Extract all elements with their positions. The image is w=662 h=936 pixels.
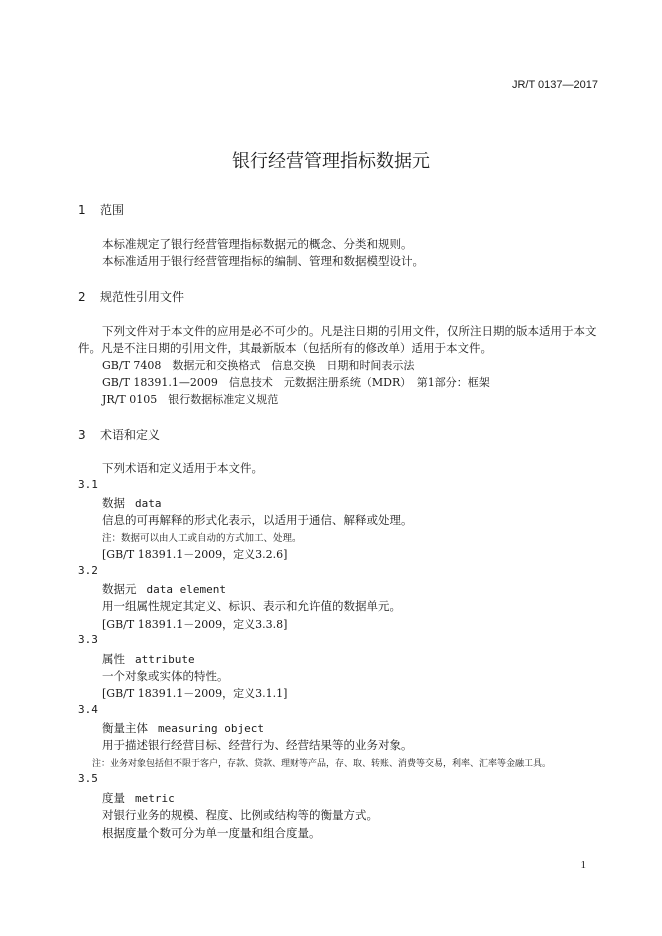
page-number: 1	[580, 859, 586, 871]
section-title: 规范性引用文件	[100, 290, 185, 304]
section-number: 1	[78, 203, 86, 217]
term-definition: 对银行业务的规模、程度、比例或结构等的衡量方式。	[102, 808, 378, 822]
term-name	[102, 790, 175, 806]
paragraph: 下列术语和定义适用于本文件。	[102, 461, 263, 475]
term-name-en: data element	[146, 583, 226, 596]
term-name-zh: 度量	[102, 791, 125, 805]
term-source: [GB/T 18391.1－2009，定义3.2.6]	[102, 548, 288, 561]
term-name-en: measuring object	[158, 722, 264, 735]
term-note: 注：数据可以由人工或自动的方式加工、处理。	[102, 533, 302, 544]
term-name-zh: 数据元	[102, 582, 137, 596]
term-name-en: metric	[135, 792, 175, 805]
term-number: 3.4	[78, 703, 98, 716]
term-name-zh: 属性	[102, 652, 125, 666]
section-title: 范围	[100, 203, 125, 217]
paragraph: 件。凡是不注日期的引用文件，其最新版本（包括所有的修改单）适用于本文件。	[78, 341, 492, 355]
paragraph: 下列文件对于本文件的应用是必不可少的。凡是注日期的引用文件，仅所注日期的版本适用于本文	[102, 324, 597, 338]
paragraph: 本标准规定了银行经营管理指标数据元的概念、分类和规则。	[102, 237, 413, 251]
section-number: 3	[78, 428, 86, 442]
reference-item: GB/T 7408 数据元和交换格式 信息交换 日期和时间表示法	[102, 359, 415, 372]
term-source: [GB/T 18391.1－2009，定义3.1.1]	[102, 687, 288, 700]
term-name	[102, 495, 162, 511]
term-name-zh: 衡量主体	[102, 721, 148, 735]
term-name-zh: 数据	[102, 496, 125, 510]
reference-item: GB/T 18391.1—2009 信息技术 元数据注册系统（MDR） 第1部分：框架	[102, 376, 490, 389]
term-definition: 信息的可再解释的形式化表示，以适用于通信、解释或处理。	[102, 513, 413, 527]
term-number: 3.5	[78, 772, 98, 785]
reference-item: JR/T 0105 银行数据标准定义规范	[102, 393, 279, 406]
term-definition: 用一组属性规定其定义、标识、表示和允许值的数据单元。	[102, 599, 401, 613]
term-definition: 一个对象或实体的特性。	[102, 669, 229, 683]
section-3-heading	[78, 426, 160, 443]
paragraph: 本标准适用于银行经营管理指标的编制、管理和数据模型设计。	[102, 254, 424, 268]
term-number: 3.3	[78, 633, 98, 646]
term-name	[102, 581, 226, 597]
term-number: 3.1	[78, 478, 98, 491]
term-number: 3.2	[78, 564, 98, 577]
section-number: 2	[78, 290, 86, 304]
term-definition: 根据度量个数可分为单一度量和组合度量。	[102, 826, 321, 840]
section-2-heading	[78, 288, 184, 305]
standard-code: JR/T 0137—2017	[511, 79, 598, 91]
term-definition: 用于描述银行经营目标、经营行为、经营结果等的业务对象。	[102, 738, 413, 752]
term-source: [GB/T 18391.1－2009，定义3.3.8]	[102, 618, 288, 631]
term-name-en: data	[135, 497, 162, 510]
term-note: 注：业务对象包括但不限于客户，存款、贷款、理财等产品，存、取、转账、消费等交易，利率、汇率等金融工具。	[92, 759, 552, 769]
term-name-en: attribute	[135, 653, 195, 666]
term-name	[102, 651, 195, 667]
section-title: 术语和定义	[100, 428, 161, 442]
document-title: 银行经营管理指标数据元	[232, 151, 430, 172]
section-1-heading	[78, 201, 124, 218]
term-name	[102, 720, 264, 736]
